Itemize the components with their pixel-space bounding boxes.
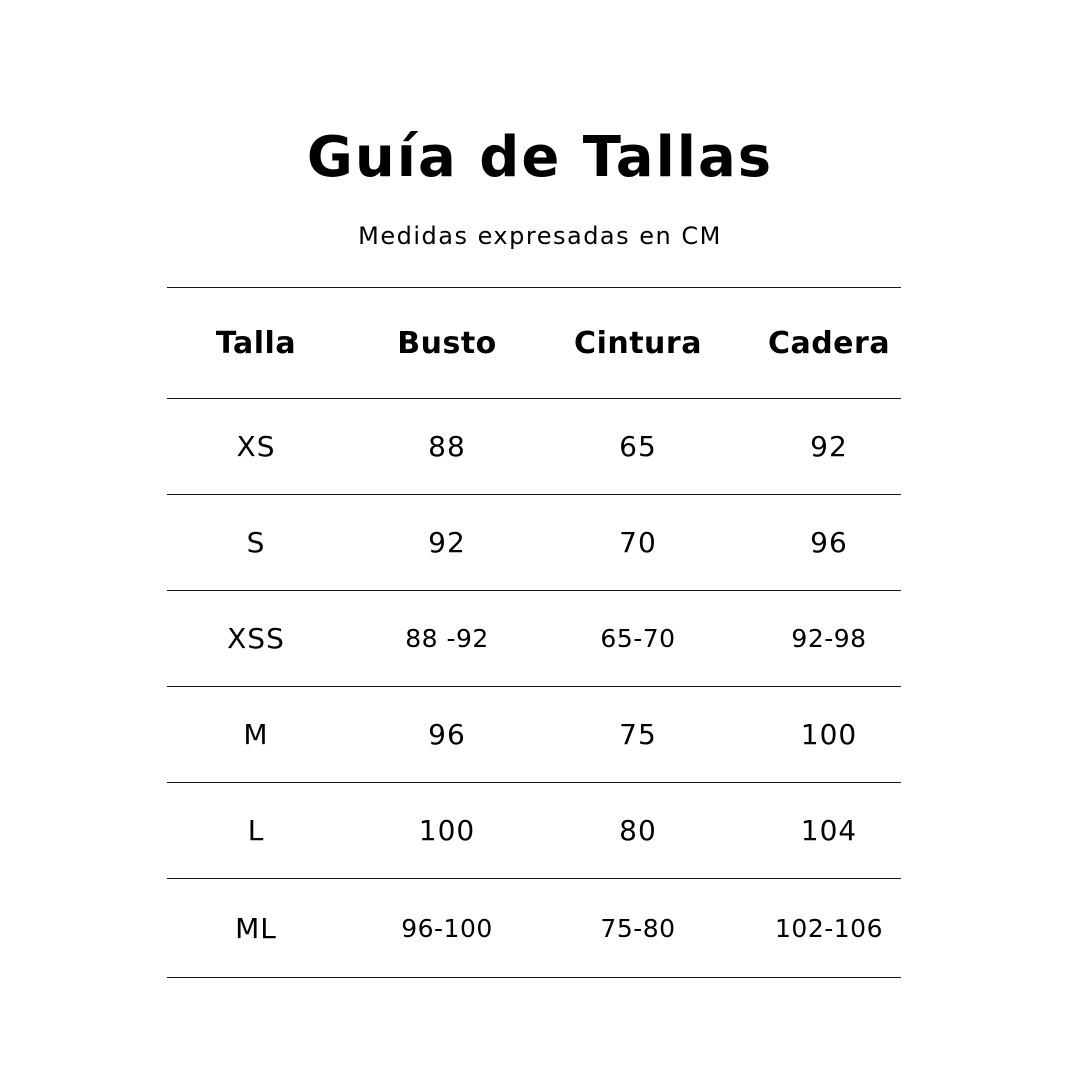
cell-cadera: 92 — [810, 430, 848, 463]
cell-cadera: 100 — [800, 718, 858, 751]
cell-busto: 96 — [428, 718, 466, 751]
cell-busto: 96-100 — [401, 913, 493, 943]
cell-talla: XSS — [227, 622, 285, 655]
page-subtitle: Medidas expresadas en CM — [358, 222, 722, 250]
cell-busto: 88 — [428, 430, 466, 463]
header-cadera: Cadera — [767, 325, 891, 361]
page-title: Guía de Tallas — [306, 125, 774, 190]
cell-cadera: 92-98 — [791, 624, 867, 653]
cell-cadera: 96 — [810, 526, 848, 559]
cell-talla: XS — [236, 430, 276, 463]
cell-talla: ML — [235, 911, 277, 945]
cell-cintura: 75-80 — [600, 913, 676, 943]
table-row — [167, 590, 901, 686]
cell-busto: 88 -92 — [405, 624, 489, 653]
table-row — [167, 782, 901, 878]
cell-cadera: 102-106 — [775, 913, 883, 943]
header-talla: Talla — [215, 325, 297, 361]
header-cintura: Cintura — [574, 325, 702, 361]
table-header-row — [167, 287, 901, 398]
table-row — [167, 494, 901, 590]
cell-cintura: 80 — [619, 814, 657, 847]
cell-talla: L — [247, 814, 265, 847]
cell-cintura: 75 — [619, 718, 657, 751]
table-row — [167, 686, 901, 782]
cell-busto: 100 — [418, 814, 476, 847]
cell-cintura: 65-70 — [600, 624, 676, 653]
cell-talla: M — [243, 718, 269, 751]
table-row — [167, 398, 901, 494]
size-table — [167, 287, 901, 978]
table-row — [167, 878, 901, 978]
cell-cintura: 70 — [619, 526, 657, 559]
header-busto: Busto — [397, 325, 497, 361]
cell-talla: S — [246, 526, 266, 559]
cell-cadera: 104 — [800, 814, 858, 847]
cell-busto: 92 — [428, 526, 466, 559]
cell-cintura: 65 — [619, 430, 657, 463]
